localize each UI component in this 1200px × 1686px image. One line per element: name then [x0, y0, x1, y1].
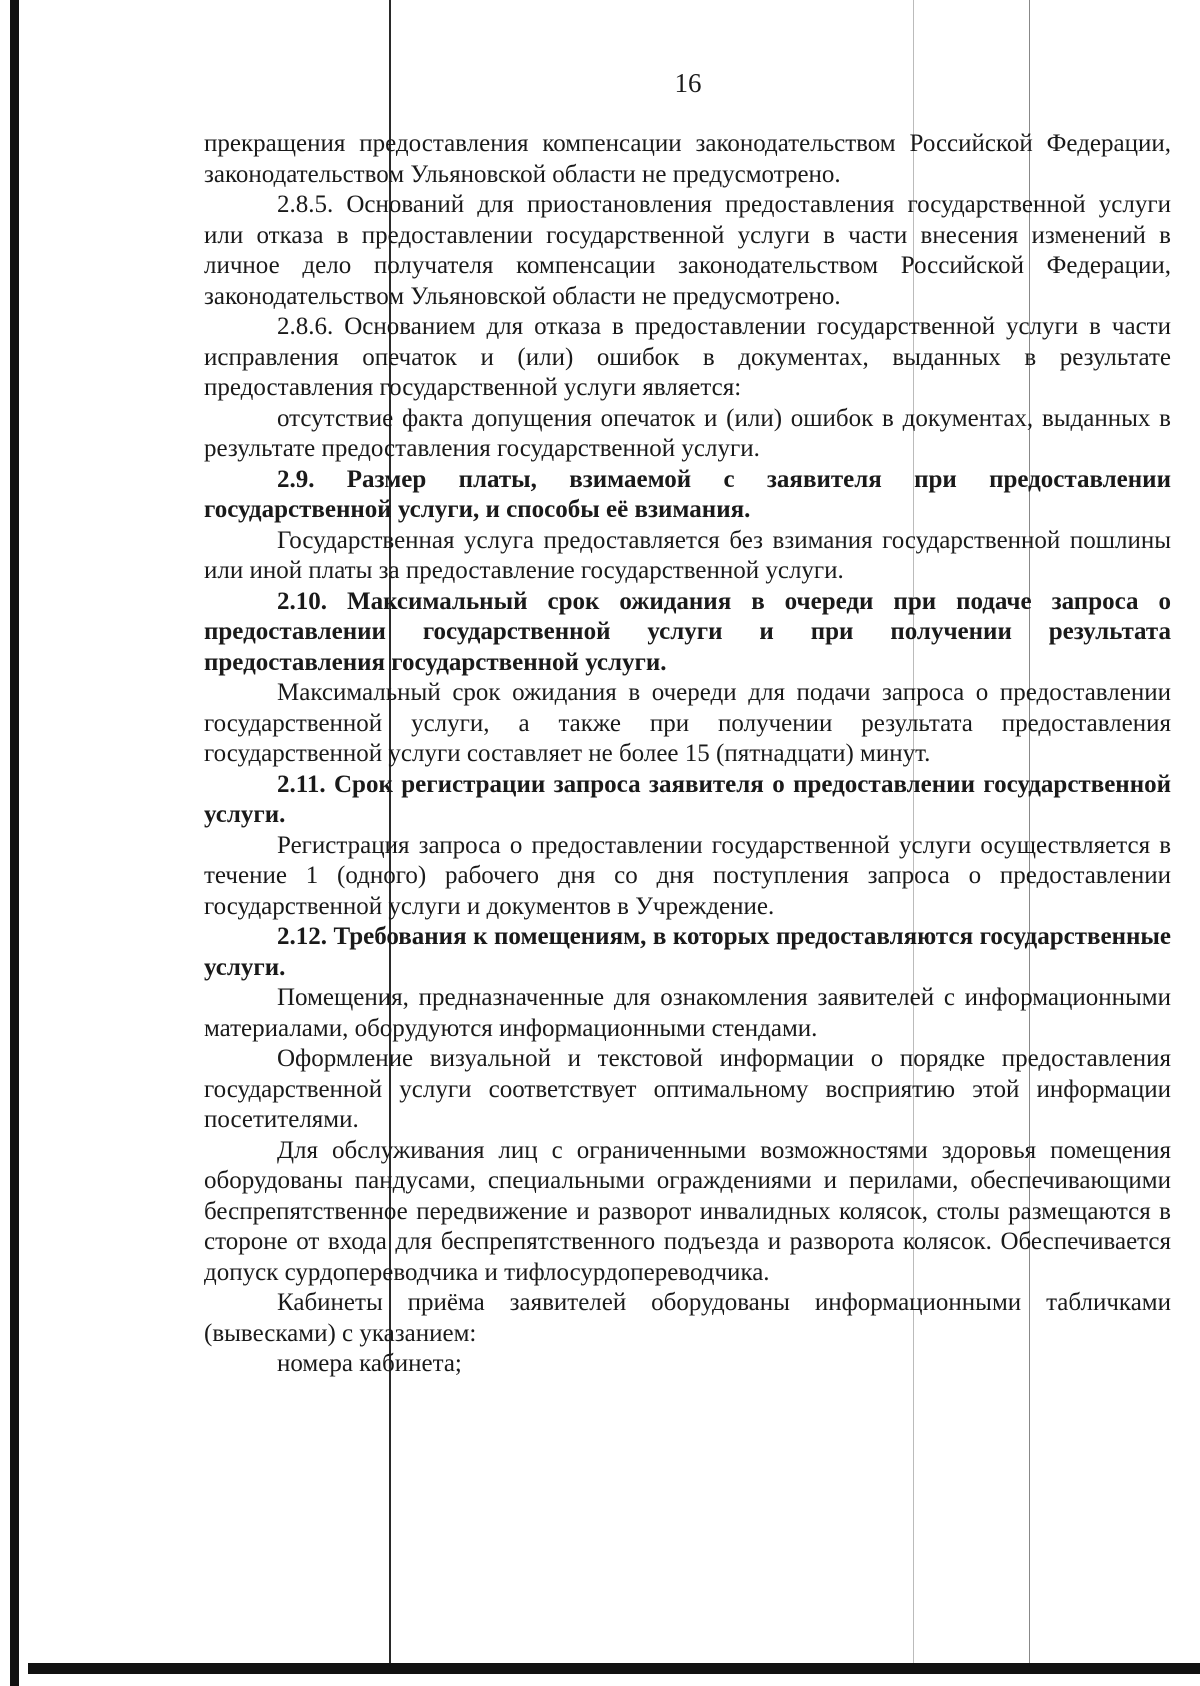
paragraph: отсутствие факта допущения опечаток и (или) ошибок в документах, выданных в результате предоставления государственной услуги. [204, 404, 1171, 462]
paragraph: Оформление визуальной и текстовой информации о порядке предоставления государственной услуги соответствует оптимальному восприятию этой информации посетителями. [204, 1045, 1171, 1133]
section-heading: 2.11. Срок регистрации запроса заявителя о предоставлении государственной услуги. [204, 770, 1171, 828]
section-heading: 2.9. Размер платы, взимаемой с заявителя при предоставлении государственной услуги, и способы её взимания. [204, 465, 1171, 523]
document-body [204, 129, 1171, 1380]
paragraph: Государственная услуга предоставляется без взимания государственной пошлины или иной платы за предоставление государственной услуги. [204, 526, 1171, 584]
section-heading: 2.12. Требования к помещениям, в которых предоставляются государственные услуги. [204, 923, 1171, 981]
scan-edge-left [10, 0, 19, 1686]
paragraph: номера кабинета; [277, 1350, 462, 1377]
paragraph: Максимальный срок ожидания в очереди для подачи запроса о предоставлении государственной услуги, а также при получении результата предоставления государственной услуги составляет не более 15 (пятнадцати) минут. [204, 679, 1171, 767]
paragraph: прекращения предоставления компенсации законодательством Российской Федерации, законодательством Ульяновской области не предусмотрено. [204, 130, 1171, 188]
page-number: 16 [674, 68, 702, 98]
paragraph: Помещения, предназначенные для ознакомления заявителей с информационными материалами, оборудуются информационными стендами. [204, 984, 1171, 1042]
paragraph: Кабинеты приёма заявителей оборудованы информационными табличками (вывесками) с указанием: [204, 1289, 1171, 1347]
paragraph: 2.8.6. Основанием для отказа в предоставлении государственной услуги в части исправления опечаток и (или) ошибок в документах, выданных в результате предоставления государственной услуги является: [204, 313, 1171, 401]
scan-edge-bottom [28, 1663, 1200, 1674]
paragraph: Регистрация запроса о предоставлении государственной услуги осуществляется в течение 1 (одного) рабочего дня со дня поступления запроса о предоставлении государственной услуги и документов в Учреждение. [204, 831, 1171, 920]
paragraph: 2.8.5. Оснований для приостановления предоставления государственной услуги или отказа в предоставлении государственной услуги в части внесения изменений в личное дело получателя компенсации законодательством Российской Федерации, законодательством Ульяновской области не предусмотрено. [204, 191, 1171, 310]
paragraph: Для обслуживания лиц с ограниченными возможностями здоровья помещения оборудованы пандусами, специальными ограждениями и перилами, обеспечивающими беспрепятственное передвижение и разворот инвалидных колясок, столы размещаются в стороне от входа для беспрепятственного подъезда и разворота колясок. Обеспечивается допуск сурдопереводчика и тифлосурдопереводчика. [204, 1136, 1171, 1286]
section-heading: 2.10. Максимальный срок ожидания в очереди при подаче запроса о предоставлении государственной услуги и при получении результата предоставления государственной услуги. [204, 587, 1171, 676]
